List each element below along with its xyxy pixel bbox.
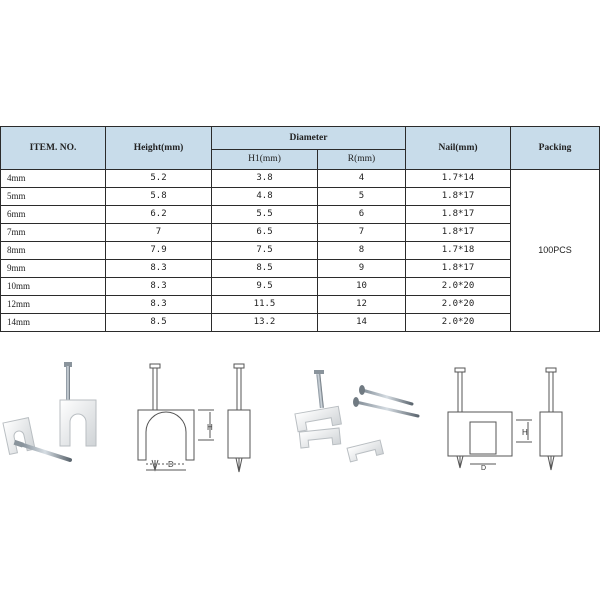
cell-h1: 5.5 — [212, 206, 318, 224]
cell-r: 5 — [318, 188, 406, 206]
cell-nail: 1.8*17 — [406, 224, 511, 242]
cell-r: 7 — [318, 224, 406, 242]
cell-h1: 4.8 — [212, 188, 318, 206]
product-illustrations — [0, 360, 600, 480]
table-row — [1, 188, 600, 206]
cell-nail: 2.0*20 — [406, 296, 511, 314]
cell-height: 5.8 — [106, 188, 212, 206]
table-row — [1, 170, 600, 188]
cell-h1: 7.5 — [212, 242, 318, 260]
cell-item: 5mm — [1, 188, 106, 206]
cell-h1: 6.5 — [212, 224, 318, 242]
cell-height: 7 — [106, 224, 212, 242]
spec-table — [0, 126, 600, 332]
cell-item: 9mm — [1, 260, 106, 278]
flat-h-label: H — [522, 428, 528, 437]
cell-height: 8.3 — [106, 296, 212, 314]
table-row — [1, 224, 600, 242]
cell-r: 8 — [318, 242, 406, 260]
header-packing: Packing — [511, 127, 600, 170]
cell-height: 6.2 — [106, 206, 212, 224]
flat-clip-photo — [295, 370, 418, 462]
round-clip-drawing — [138, 364, 250, 472]
cell-item: 12mm — [1, 296, 106, 314]
cell-height: 8.3 — [106, 260, 212, 278]
cell-item: 4mm — [1, 170, 106, 188]
cell-h1: 8.5 — [212, 260, 318, 278]
cell-r: 10 — [318, 278, 406, 296]
cell-h1: 3.8 — [212, 170, 318, 188]
cell-h1: 13.2 — [212, 314, 318, 332]
table-row — [1, 206, 600, 224]
cell-h1: 11.5 — [212, 296, 318, 314]
flat-clip-drawing — [448, 368, 562, 470]
cell-nail: 2.0*20 — [406, 314, 511, 332]
header-h1: H1(mm) — [212, 149, 318, 169]
round-d-label: D — [168, 460, 174, 469]
table-row — [1, 314, 600, 332]
flat-d-label: D — [481, 465, 487, 472]
cell-nail: 1.8*17 — [406, 260, 511, 278]
header-item-no: ITEM. NO. — [1, 127, 106, 170]
cell-r: 12 — [318, 296, 406, 314]
header-r: R(mm) — [318, 149, 406, 169]
header-height: Height(mm) — [106, 127, 212, 170]
cell-r: 9 — [318, 260, 406, 278]
cell-height: 5.2 — [106, 170, 212, 188]
table-row — [1, 242, 600, 260]
table-row — [1, 278, 600, 296]
cell-height: 7.9 — [106, 242, 212, 260]
cell-item: 7mm — [1, 224, 106, 242]
cell-nail: 1.7*14 — [406, 170, 511, 188]
cell-item: 14mm — [1, 314, 106, 332]
cell-r: 4 — [318, 170, 406, 188]
cell-r: 14 — [318, 314, 406, 332]
cell-packing: 100PCS — [511, 170, 600, 332]
cell-h1: 9.5 — [212, 278, 318, 296]
header-nail: Nail(mm) — [406, 127, 511, 170]
round-clip-photo — [3, 362, 96, 460]
cell-item: 8mm — [1, 242, 106, 260]
round-h-label: H — [207, 423, 213, 432]
cell-height: 8.5 — [106, 314, 212, 332]
cell-nail: 2.0*20 — [406, 278, 511, 296]
cell-nail: 1.8*17 — [406, 188, 511, 206]
cell-nail: 1.8*17 — [406, 206, 511, 224]
cell-item: 6mm — [1, 206, 106, 224]
cell-r: 6 — [318, 206, 406, 224]
table-row — [1, 260, 600, 278]
table-row — [1, 296, 600, 314]
cell-nail: 1.7*18 — [406, 242, 511, 260]
header-diameter: Diameter — [212, 127, 406, 150]
cell-item: 10mm — [1, 278, 106, 296]
cell-height: 8.3 — [106, 278, 212, 296]
